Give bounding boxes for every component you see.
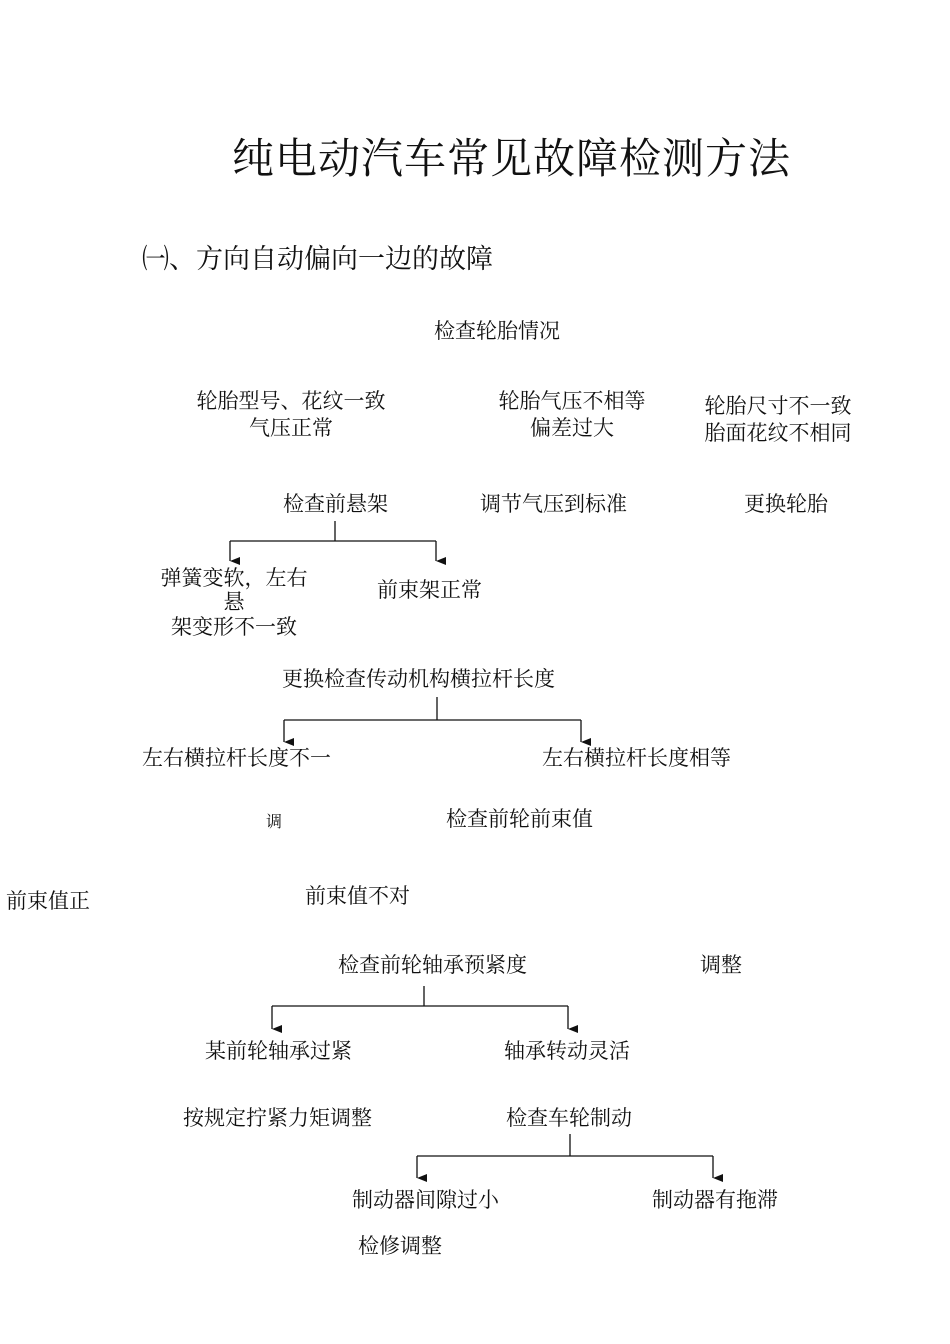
node-brake-dragging: 制动器有拖滞 [652,1188,778,1212]
node-check-bearing-preload: 检查前轮轴承预紧度 [338,953,527,977]
node-tires-consistent-line1: 轮胎型号、花纹一致 [196,389,386,413]
node-adjust: 调整 [700,953,742,977]
node-replace-check-tie-rod: 更换检查传动机构横拉杆长度 [282,667,555,691]
node-spring-soft-line1: 弹簧变软，左右 [160,566,308,590]
node-repair-adjust: 检修调整 [358,1234,442,1258]
node-bearing-too-tight: 某前轮轴承过紧 [205,1039,352,1063]
node-check-front-suspension: 检查前悬架 [283,492,388,516]
node-adjust-fragment: 调 [266,812,283,831]
node-tires-consistent-line2: 气压正常 [249,416,333,441]
node-bearing-flexible: 轴承转动灵活 [504,1039,630,1063]
node-check-tires: 检查轮胎情况 [434,319,560,343]
node-spring-soft-line2: 悬 [223,590,245,615]
node-tie-rod-unequal: 左右横拉杆长度不一 [142,746,331,770]
connector-suspension-split [230,521,436,561]
node-toe-value-fragment: 前束值正 [6,889,90,910]
connector-bearing-split [272,986,568,1029]
node-tie-rod-equal: 左右横拉杆长度相等 [542,746,731,770]
connector-tie-rod-split [284,697,581,742]
node-adjust-by-torque: 按规定拧紧力矩调整 [183,1106,372,1130]
node-adjust-pressure: 调节气压到标准 [480,492,627,516]
node-size-inconsistent-line1: 轮胎尺寸不一致 [704,394,852,418]
node-replace-tire: 更换轮胎 [744,492,828,516]
connector-brake-split [417,1134,713,1178]
page-title: 纯电动汽车常见故障检测方法 [232,134,792,183]
node-front-frame-normal: 前束架正常 [377,578,482,602]
node-pressure-unequal-line1: 轮胎气压不相等 [498,389,646,413]
node-pressure-unequal-line2: 偏差过大 [530,416,614,441]
node-check-toe-value: 检查前轮前束值 [446,807,593,831]
node-spring-soft-line3: 架变形不一致 [171,614,297,639]
node-check-wheel-brake: 检查车轮制动 [506,1106,632,1130]
node-size-inconsistent-line2: 胎面花纹不相同 [704,421,852,446]
node-brake-gap-small: 制动器间隙过小 [352,1188,499,1212]
node-toe-value-wrong: 前束值不对 [305,884,410,908]
section-heading: ㈠、方向自动偏向一边的故障 [142,244,493,275]
